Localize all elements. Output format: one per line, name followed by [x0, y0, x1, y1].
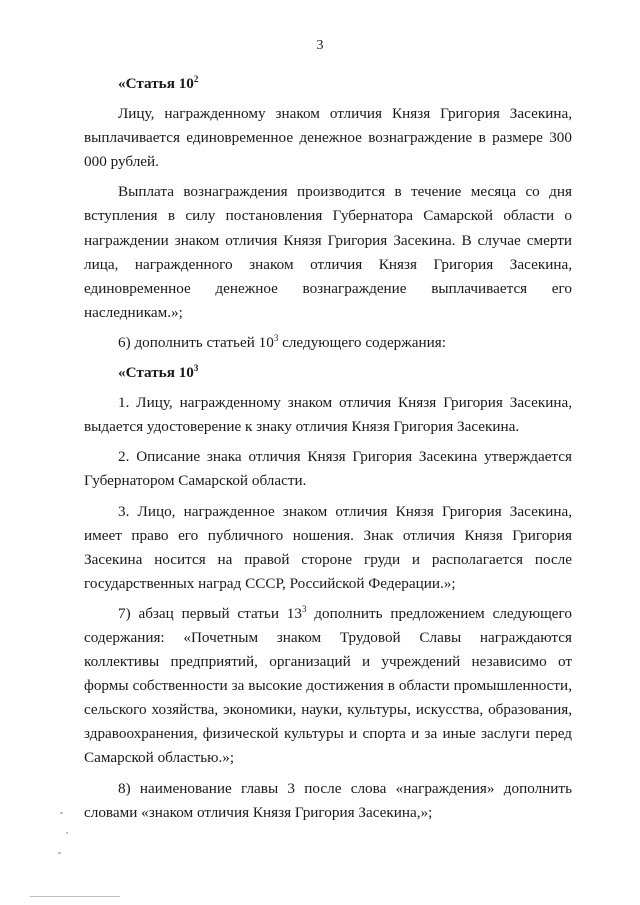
scan-artifact: [30, 896, 120, 897]
amendment-item-8: 8) наименование главы 3 после слова «награждения» дополнить словами «знаком отличия Князя Григория Засекина,»;: [84, 779, 572, 821]
article-item-2: 2. Описание знака отличия Князя Григория Засекина утверждается Губернатором Самарской области.: [84, 448, 572, 490]
page-number: 3: [316, 38, 324, 53]
scan-artifact: [60, 812, 63, 814]
paragraph-payment-terms: Выплата вознаграждения производится в течение месяца со дня вступления в силу постановления Губернатора Самарской области о награждении знаком отличия Князя Григория Засекина. В случае смерти лица, награжденного знаком отличия Князя Григория Засекина, единовременное денежное вознаграждение выплачивается его наследникам.»;: [84, 183, 572, 321]
article-item-1: 1. Лицу, награжденному знаком отличия Князя Григория Засекина, выдается удостоверение к знаку отличия Князя Григория Засекина.: [84, 394, 572, 436]
heading-superscript: 2: [193, 73, 199, 84]
text-segment: 7) абзац первый статьи 13: [118, 604, 302, 622]
text-segment: 6) дополнить статьей 10: [118, 333, 274, 351]
article-item-3: 3. Лицо, награжденное знаком отличия Князя Григория Засекина, имеет право его публичного ношения. Знак отличия Князя Григория Засекина носится на правой стороне груди и располагается после государственных наград СССР, Российской Федерации.»;: [84, 502, 572, 592]
heading-text: «Статья 10: [118, 364, 194, 382]
article-heading-10-3: [84, 361, 572, 385]
article-heading-10-2: [84, 72, 572, 96]
document-body: [84, 72, 572, 825]
superscript: 3: [273, 332, 279, 343]
paragraph-award-payment: Лицу, награжденному знаком отличия Князя Григория Засекина, выплачивается единовременное денежное вознаграждение в размере 300 000 рублей.: [84, 105, 572, 171]
heading-text: «Статья 10: [118, 75, 194, 92]
heading-superscript: 3: [193, 362, 199, 373]
superscript: 3: [301, 603, 307, 614]
paragraph-add-article: [84, 331, 572, 355]
scan-artifact: [66, 832, 68, 834]
amendment-item-7: [84, 602, 572, 771]
text-segment: следующего содержания:: [278, 333, 446, 351]
text-segment: дополнить предложением следующего содержания: «Почетным знаком Трудовой Славы награждаются коллективы предприятий, организаций и учреждений независимо от формы собственности за высокие достижения в области промышленности, сельского хозяйства, экономики, науки, культуры, искусства, образования, здравоохранения, физической культуры и спорта и за иные заслуги перед Самарской областью.»;: [84, 604, 572, 767]
scan-artifact: [58, 852, 61, 854]
